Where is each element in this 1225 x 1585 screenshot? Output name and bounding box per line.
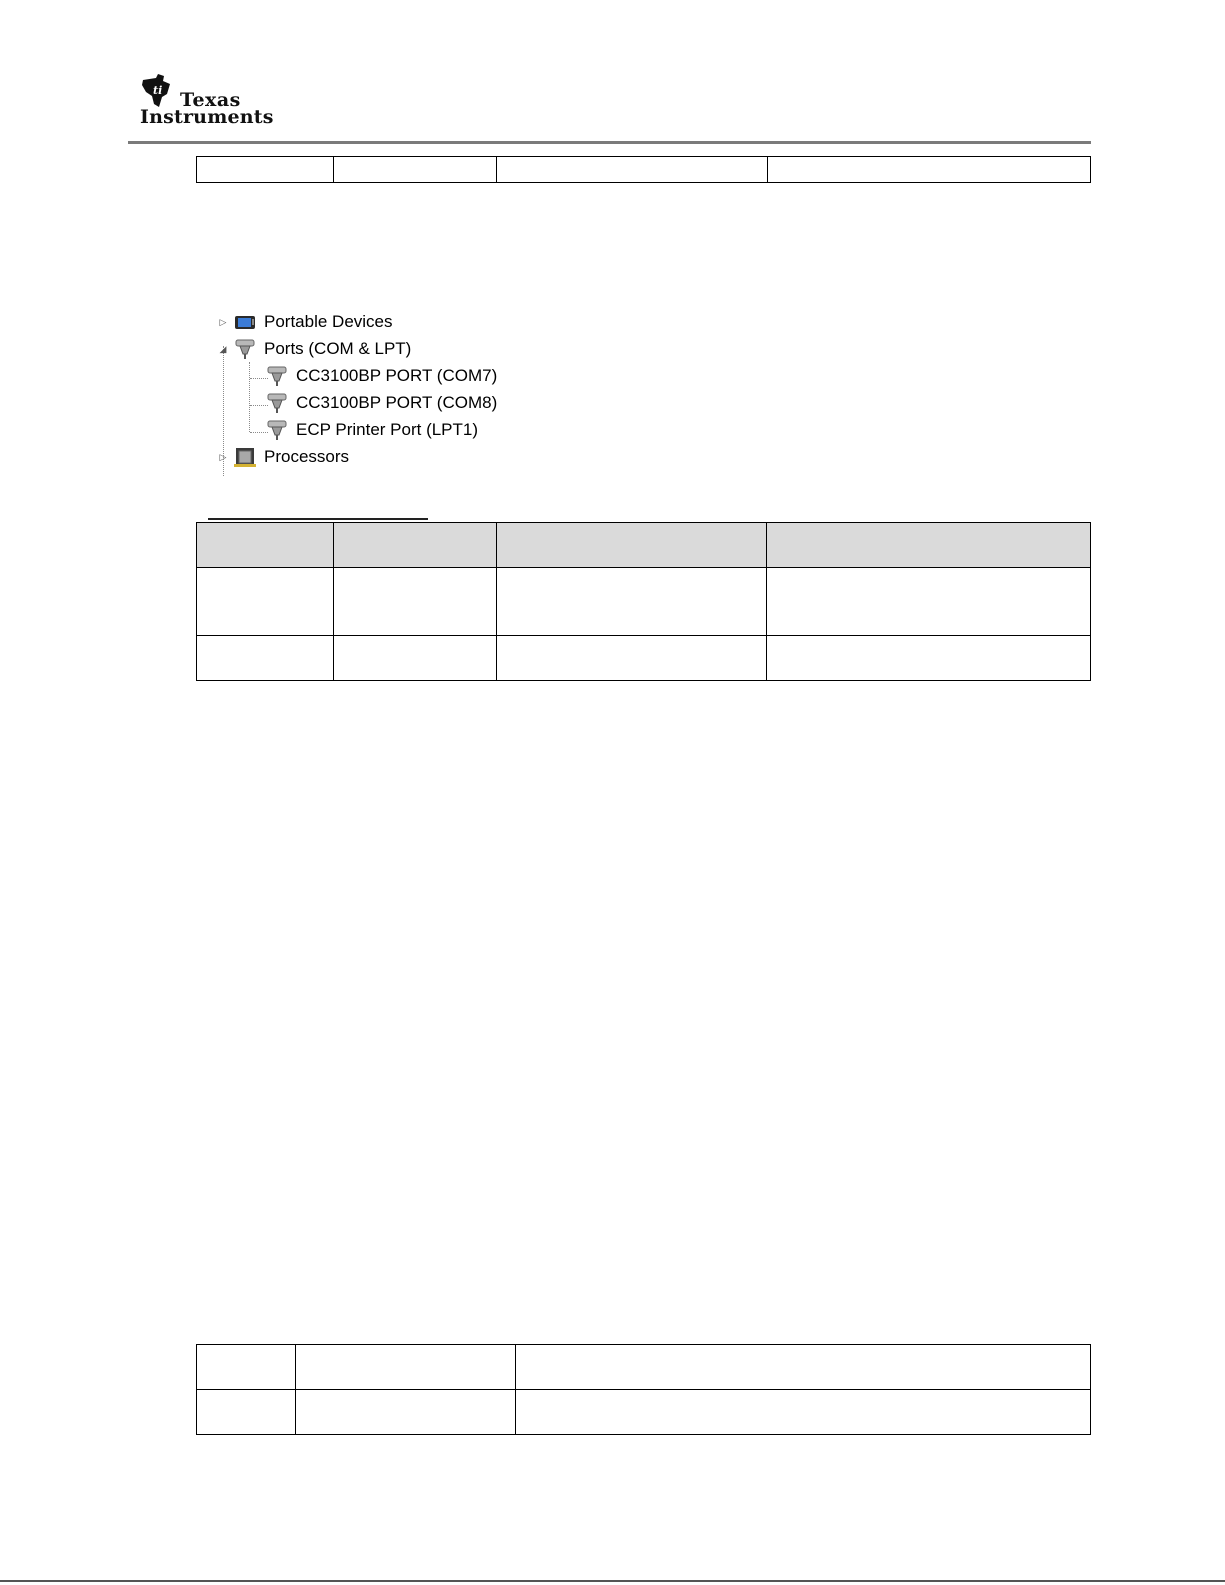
table-cell — [767, 568, 1091, 636]
mid-table — [196, 522, 1091, 681]
tree-item-com8[interactable] — [266, 391, 497, 415]
table-cell — [296, 1345, 516, 1390]
table-row — [197, 1345, 1091, 1390]
tree-item-label: Ports (COM & LPT) — [264, 339, 412, 358]
svg-text:ti: ti — [153, 84, 163, 97]
table-header-cell — [334, 523, 497, 568]
tree-item-label: CC3100BP PORT (COM8) — [296, 393, 498, 412]
table-cell — [197, 1345, 296, 1390]
port-icon — [266, 392, 288, 414]
top-table — [196, 156, 1091, 183]
expand-icon[interactable]: ▷ — [219, 451, 227, 462]
collapse-icon[interactable]: ◢ — [219, 343, 227, 354]
portable-device-icon — [234, 311, 256, 333]
table-header-cell — [197, 523, 334, 568]
tree-item-com7[interactable] — [266, 364, 497, 388]
table-row — [197, 568, 1091, 636]
tree-item-label: CC3100BP PORT (COM7) — [296, 366, 498, 385]
ti-logo — [140, 74, 310, 130]
table-header-row — [197, 523, 1091, 568]
tree-item-lpt1[interactable] — [266, 418, 478, 442]
table-cell — [497, 157, 768, 183]
logo-line-1: Texas — [180, 89, 241, 111]
table-header-cell — [767, 523, 1091, 568]
table-cell — [334, 636, 497, 681]
processor-icon — [234, 446, 256, 468]
table-cell — [197, 157, 334, 183]
table-cell — [296, 1390, 516, 1435]
table-cell — [516, 1345, 1091, 1390]
table-cell — [197, 568, 334, 636]
caption-rule — [208, 518, 428, 520]
port-icon — [234, 338, 256, 360]
ti-state-icon — [140, 74, 180, 110]
table-cell — [516, 1390, 1091, 1435]
port-icon — [266, 365, 288, 387]
tree-item-portable-devices[interactable] — [218, 310, 393, 334]
port-icon — [266, 419, 288, 441]
table-row — [197, 636, 1091, 681]
tree-item-ports[interactable] — [218, 337, 411, 361]
table-cell — [768, 157, 1091, 183]
table-header-cell — [497, 523, 767, 568]
table-cell — [334, 157, 497, 183]
logo-line-2: Instruments — [140, 106, 274, 128]
table-cell — [197, 1390, 296, 1435]
tree-guide-line — [249, 362, 250, 432]
tree-item-label: Processors — [264, 447, 350, 466]
device-manager-screenshot — [214, 310, 534, 480]
footer-rule — [0, 1580, 1225, 1582]
table-cell — [767, 636, 1091, 681]
table-cell — [334, 568, 497, 636]
tree-item-processors[interactable] — [218, 445, 349, 469]
table-cell — [197, 636, 334, 681]
tree-item-label: ECP Printer Port (LPT1) — [296, 420, 479, 439]
header-rule — [128, 141, 1091, 144]
bottom-table — [196, 1344, 1091, 1435]
expand-icon[interactable]: ▷ — [219, 316, 227, 327]
table-cell — [497, 568, 767, 636]
table-row — [197, 1390, 1091, 1435]
table-row — [197, 157, 1091, 183]
table-cell — [497, 636, 767, 681]
tree-item-label: Portable Devices — [264, 312, 393, 331]
